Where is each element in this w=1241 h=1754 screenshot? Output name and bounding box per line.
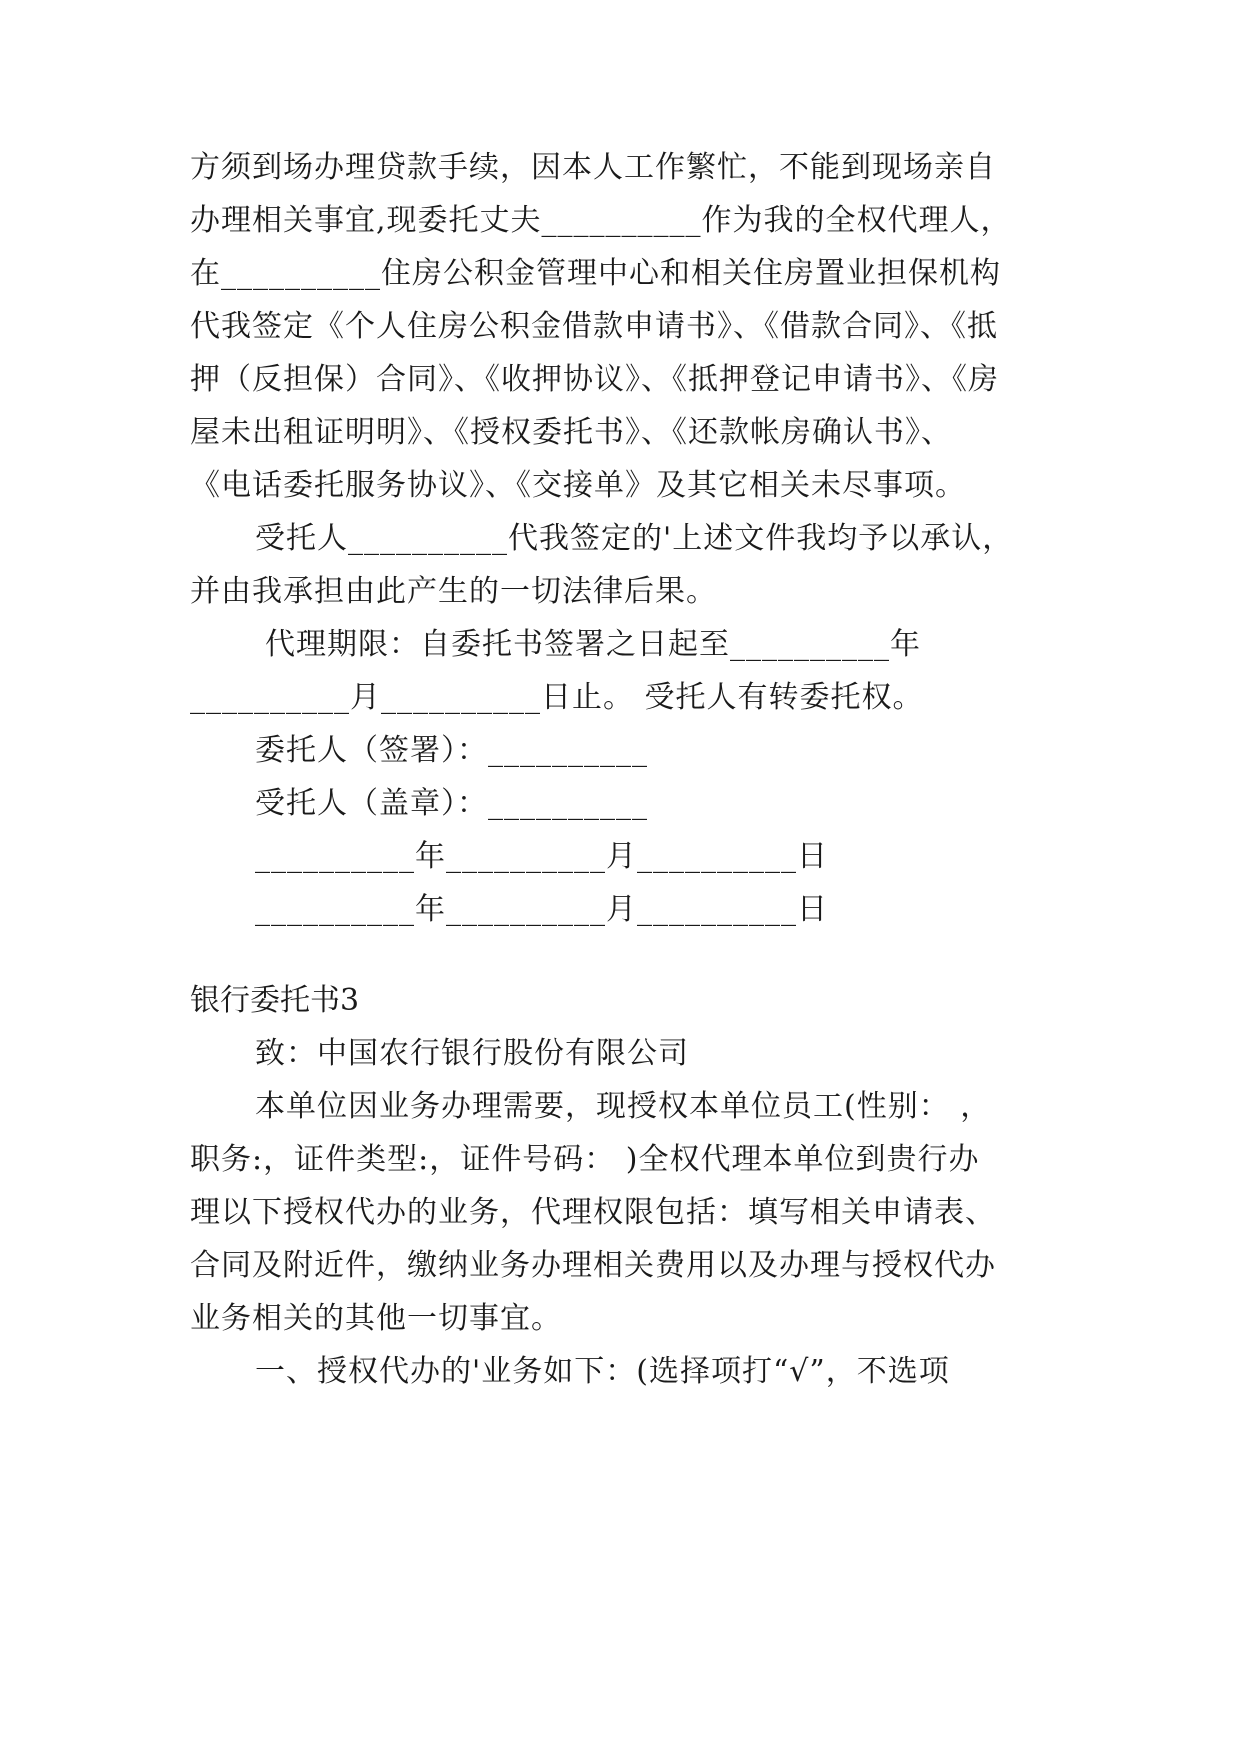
paragraph-line: 押（反担保）合同》、《收押协议》、《抵押登记申请书》、《房 xyxy=(190,362,999,397)
paragraph-line: 理以下授权代办的业务，代理权限包括：填写相关申请表、 xyxy=(190,1195,996,1230)
paragraph-line: 受托人__________代我签定的'上述文件我均予以承认， xyxy=(255,521,1014,556)
signature-line-principal: 委托人（签署）：__________ xyxy=(255,733,648,768)
paragraph-line: 屋未出租证明明》、《授权委托书》、《还款帐房确认书》、 xyxy=(190,415,952,450)
paragraph-line: 并由我承担由此产生的一切法律后果。 xyxy=(190,574,717,609)
paragraph-line: 代理期限：自委托书签署之日起至__________年 xyxy=(265,627,921,662)
paragraph-line: 合同及附近件，缴纳业务办理相关费用以及办理与授权代办 xyxy=(190,1248,996,1283)
paragraph-line: 办理相关事宜,现委托丈夫__________作为我的全权代理人， xyxy=(190,203,1012,238)
paragraph-line: 《电话委托服务协议》、《交接单》及其它相关未尽事项。 xyxy=(190,468,966,503)
paragraph-line: 职务:，证件类型:，证件号码： )全权代理本单位到贵行办 xyxy=(190,1142,980,1177)
paragraph-line: __________月__________日止。 受托人有转委托权。 xyxy=(190,680,924,715)
section-title: 银行委托书3 xyxy=(190,983,360,1018)
paragraph-line: 在__________住房公积金管理中心和相关住房置业担保机构 xyxy=(190,256,1001,291)
date-line: __________年__________月__________日 xyxy=(255,839,828,874)
paragraph-line: 本单位因业务办理需要，现授权本单位员工(性别： ， xyxy=(255,1089,992,1124)
paragraph-line: 一、授权代办的'业务如下：(选择项打“√”，不选项 xyxy=(255,1354,950,1389)
paragraph-line: 代我签定《个人住房公积金借款申请书》、《借款合同》、《抵 xyxy=(190,309,998,344)
paragraph-line: 业务相关的其他一切事宜。 xyxy=(190,1301,562,1336)
date-line: __________年__________月__________日 xyxy=(255,892,828,927)
addressee-line: 致：中国农行银行股份有限公司 xyxy=(255,1036,689,1071)
paragraph-line: 方须到场办理贷款手续，因本人工作繁忙，不能到现场亲自 xyxy=(190,150,996,185)
signature-line-agent: 受托人（盖章）：__________ xyxy=(255,786,648,821)
